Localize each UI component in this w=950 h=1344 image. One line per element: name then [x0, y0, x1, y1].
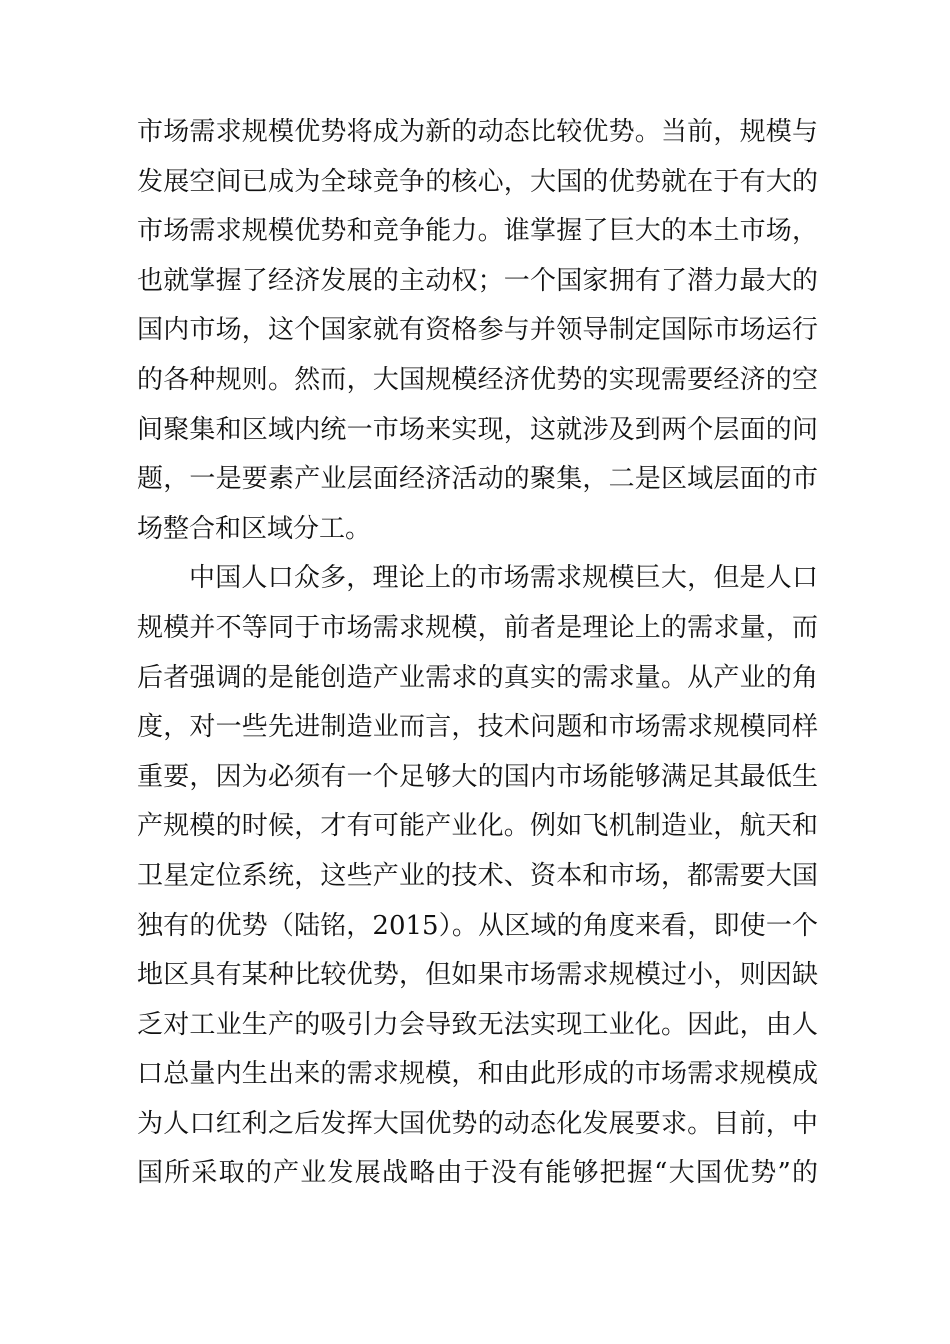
text-line: 的各种规则。然而，大国规模经济优势的实现需要经济的空	[137, 364, 818, 395]
body-text	[137, 108, 818, 1199]
text-line: 独有的优势（陆铭，2015）。从区域的角度来看，即使一个	[137, 910, 818, 941]
text-line: 度，对一些先进制造业而言，技术问题和市场需求规模同样	[137, 712, 818, 743]
text-line: 口总量内生出来的需求规模，和由此形成的市场需求规模成	[137, 1059, 818, 1090]
text-line: 后者强调的是能创造产业需求的真实的需求量。从产业的角	[137, 662, 818, 693]
text-line: 卫星定位系统，这些产业的技术、资本和市场，都需要大国	[137, 860, 818, 891]
text-line: 国内市场，这个国家就有资格参与并领导制定国际市场运行	[137, 315, 818, 346]
text-line: 规模并不等同于市场需求规模，前者是理论上的需求量，而	[137, 612, 818, 643]
paragraph-1	[137, 108, 818, 554]
text-line: 也就掌握了经济发展的主动权；一个国家拥有了潜力最大的	[137, 265, 818, 296]
paragraph-2	[137, 554, 818, 1199]
text-line: 国所采取的产业发展战略由于没有能够把握“大国优势”的	[137, 1158, 818, 1189]
text-line: 产规模的时候，才有可能产业化。例如飞机制造业，航天和	[137, 811, 818, 842]
text-line: 市场需求规模优势将成为新的动态比较优势。当前，规模与	[137, 117, 818, 147]
text-line: 间聚集和区域内统一市场来实现，这就涉及到两个层面的问	[137, 414, 818, 445]
text-line: 场整合和区域分工。	[137, 513, 372, 544]
text-line: 地区具有某种比较优势，但如果市场需求规模过小，则因缺	[137, 960, 818, 991]
text-line: 发展空间已成为全球竞争的核心，大国的优势就在于有大的	[137, 166, 818, 197]
text-line: 重要，因为必须有一个足够大的国内市场能够满足其最低生	[137, 761, 818, 792]
text-line: 市场需求规模优势和竞争能力。谁掌握了巨大的本土市场，	[137, 216, 818, 247]
text-line: 题，一是要素产业层面经济活动的聚集，二是区域层面的市	[137, 464, 818, 495]
text-line: 乏对工业生产的吸引力会导致无法实现工业化。因此，由人	[137, 1009, 818, 1040]
text-line: 中国人口众多，理论上的市场需求规模巨大，但是人口	[189, 563, 818, 594]
text-line: 为人口红利之后发挥大国优势的动态化发展要求。目前，中	[137, 1108, 818, 1139]
